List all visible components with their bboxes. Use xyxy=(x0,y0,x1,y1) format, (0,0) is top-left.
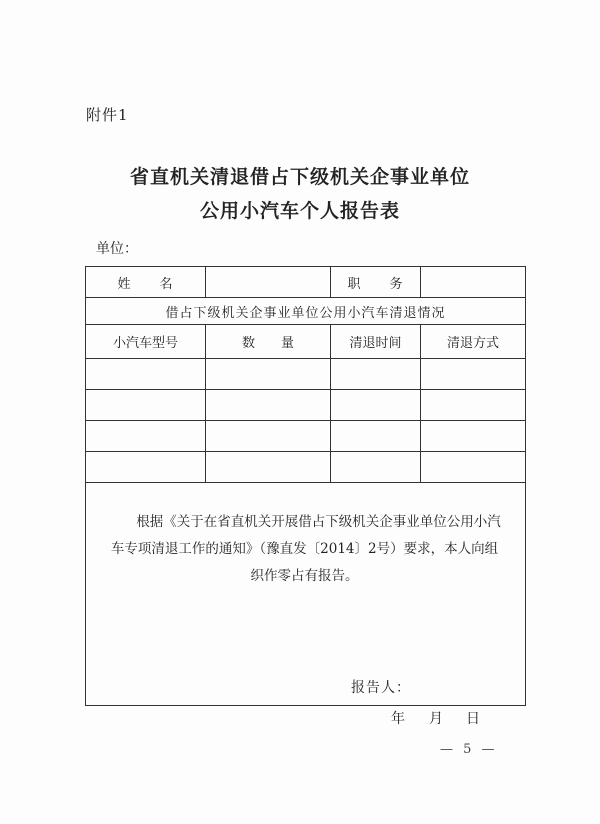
table-cell[interactable] xyxy=(421,452,526,483)
table-cell[interactable] xyxy=(421,421,526,452)
table-cell[interactable] xyxy=(86,421,206,452)
post-value-cell[interactable] xyxy=(421,267,526,298)
statement-cell xyxy=(86,483,526,727)
table-cell[interactable] xyxy=(331,452,421,483)
table-cell[interactable] xyxy=(206,390,331,421)
form-title-line1: 省直机关清退借占下级机关企事业单位 xyxy=(129,166,470,188)
table-cell[interactable] xyxy=(86,452,206,483)
table-row-name xyxy=(86,267,526,298)
table-row xyxy=(86,390,526,421)
table-row xyxy=(86,421,526,452)
date-day-label: 日 xyxy=(466,711,480,727)
name-header-cell: 姓 名 xyxy=(86,267,206,298)
table-row-columns xyxy=(86,325,526,359)
table-cell[interactable] xyxy=(421,359,526,390)
form-title-line2: 公用小汽车个人报告表 xyxy=(199,200,400,222)
column-header-quantity: 数 量 xyxy=(206,325,331,359)
table-cell[interactable] xyxy=(86,390,206,421)
table-cell[interactable] xyxy=(421,390,526,421)
name-value-cell[interactable] xyxy=(206,267,331,298)
report-table xyxy=(85,266,526,727)
post-header-cell: 职 务 xyxy=(331,267,421,298)
attachment-label: 附件1 xyxy=(86,106,129,124)
date-year-label: 年 xyxy=(391,711,405,727)
reporter-label: 报告人： xyxy=(351,680,411,696)
table-cell[interactable] xyxy=(331,390,421,421)
table-row xyxy=(86,452,526,483)
table-cell[interactable] xyxy=(331,359,421,390)
table-cell[interactable] xyxy=(86,359,206,390)
column-header-model: 小汽车型号 xyxy=(86,325,206,359)
column-header-return-method: 清退方式 xyxy=(421,325,526,359)
table-cell[interactable] xyxy=(331,421,421,452)
section-title-cell: 借占下级机关企事业单位公用小汽车清退情况 xyxy=(86,298,526,325)
table-row-section xyxy=(86,298,526,325)
page-number: — 5 — xyxy=(440,742,498,757)
date-month-label: 月 xyxy=(429,711,443,727)
table-cell[interactable] xyxy=(206,359,331,390)
statement-text: 根据《关于在省直机关开展借占下级机关企事业单位公用小汽车专项清退工作的通知》（豫直发〔2014〕2号）要求，本人向组织作零占有报告。 xyxy=(110,514,501,584)
table-row-statement xyxy=(86,483,526,706)
column-header-return-time: 清退时间 xyxy=(331,325,421,359)
table-cell[interactable] xyxy=(206,421,331,452)
table-row xyxy=(86,359,526,390)
table-cell[interactable] xyxy=(206,452,331,483)
unit-label: 单位： xyxy=(96,241,138,257)
